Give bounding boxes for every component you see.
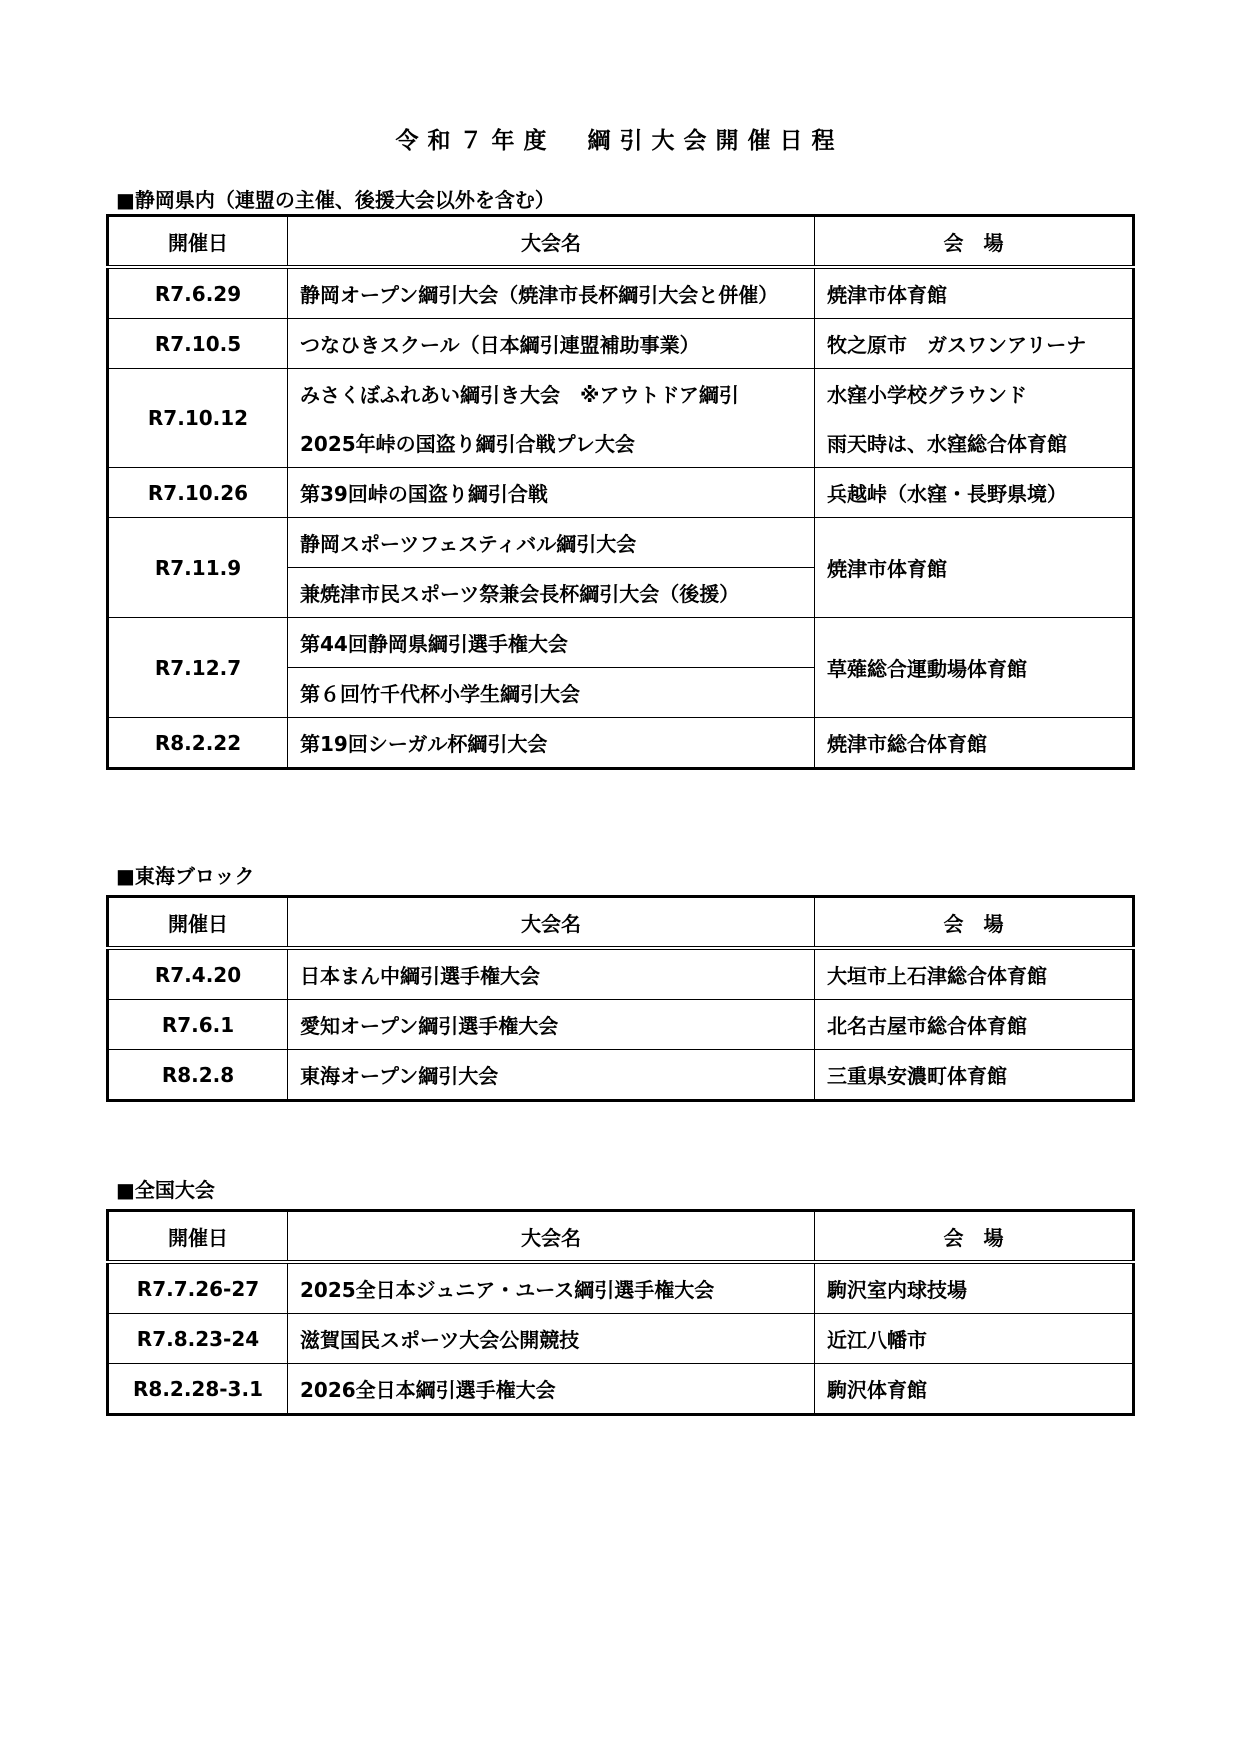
- event-name: みさくぼふれあい綱引き大会 ※アウトドア綱引: [288, 369, 815, 419]
- section-heading-national: ■全国大会: [116, 1178, 215, 1202]
- event-venue: 三重県安濃町体育館: [815, 1050, 1134, 1101]
- event-venue: 大垣市上石津総合体育館: [815, 948, 1134, 1000]
- header-date: 開催日: [108, 897, 288, 949]
- table-row: [108, 948, 1134, 1000]
- event-name: つなひきスクール（日本綱引連盟補助事業）: [288, 319, 815, 369]
- event-date: R7.4.20: [108, 948, 288, 1000]
- header-venue: 会 場: [815, 897, 1134, 949]
- event-date: R7.10.26: [108, 468, 288, 518]
- table-row: [108, 1050, 1134, 1101]
- header-venue: 会 場: [815, 216, 1134, 268]
- event-name: 2025全日本ジュニア・ユース綱引選手権大会: [288, 1262, 815, 1314]
- table-header-row: [108, 897, 1134, 949]
- event-name: 東海オープン綱引大会: [288, 1050, 815, 1101]
- event-name: 2026全日本綱引選手権大会: [288, 1364, 815, 1415]
- event-name: 静岡スポーツフェスティバル綱引大会: [288, 518, 815, 568]
- header-name: 大会名: [288, 1211, 815, 1263]
- event-name: 第39回峠の国盗り綱引合戦: [288, 468, 815, 518]
- event-venue: 水窪小学校グラウンド: [815, 369, 1134, 419]
- header-name: 大会名: [288, 216, 815, 268]
- table-row: [108, 1364, 1134, 1415]
- table-row: [108, 618, 1134, 668]
- event-name: 静岡オープン綱引大会（焼津市長杯綱引大会と併催）: [288, 267, 815, 319]
- table-row: [108, 1314, 1134, 1364]
- event-date: R7.10.12: [108, 369, 288, 468]
- event-venue: 近江八幡市: [815, 1314, 1134, 1364]
- event-name: 日本まん中綱引選手権大会: [288, 948, 815, 1000]
- table-row: [108, 1262, 1134, 1314]
- table-row: [108, 369, 1134, 419]
- event-name: 愛知オープン綱引選手権大会: [288, 1000, 815, 1050]
- schedule-table-tokai: [106, 895, 1135, 1102]
- event-venue: 焼津市総合体育館: [815, 718, 1134, 769]
- event-date: R7.12.7: [108, 618, 288, 718]
- header-name: 大会名: [288, 897, 815, 949]
- event-venue: 焼津市体育館: [815, 518, 1134, 618]
- event-venue: 焼津市体育館: [815, 267, 1134, 319]
- table-row: [108, 718, 1134, 769]
- event-date: R8.2.22: [108, 718, 288, 769]
- event-date: R8.2.28-3.1: [108, 1364, 288, 1415]
- table-header-row: [108, 1211, 1134, 1263]
- table-row: [108, 267, 1134, 319]
- table-row: [108, 468, 1134, 518]
- schedule-table-shizuoka: [106, 214, 1135, 770]
- event-name: 兼焼津市民スポーツ祭兼会長杯綱引大会（後援）: [288, 568, 815, 618]
- event-date: R7.8.23-24: [108, 1314, 288, 1364]
- table-row: [108, 1000, 1134, 1050]
- event-venue: 牧之原市 ガスワンアリーナ: [815, 319, 1134, 369]
- event-venue: 兵越峠（水窪・長野県境）: [815, 468, 1134, 518]
- header-venue: 会 場: [815, 1211, 1134, 1263]
- event-name: 2025年峠の国盗り綱引合戦プレ大会: [288, 418, 815, 468]
- event-name: 第６回竹千代杯小学生綱引大会: [288, 668, 815, 718]
- header-date: 開催日: [108, 216, 288, 268]
- event-date: R8.2.8: [108, 1050, 288, 1101]
- event-date: R7.11.9: [108, 518, 288, 618]
- schedule-table-national: [106, 1209, 1135, 1416]
- event-venue: 雨天時は、水窪総合体育館: [815, 418, 1134, 468]
- event-venue: 草薙総合運動場体育館: [815, 618, 1134, 718]
- event-name: 滋賀国民スポーツ大会公開競技: [288, 1314, 815, 1364]
- table-row: [108, 518, 1134, 568]
- event-venue: 駒沢室内球技場: [815, 1262, 1134, 1314]
- event-name: 第19回シーガル杯綱引大会: [288, 718, 815, 769]
- event-venue: 北名古屋市総合体育館: [815, 1000, 1134, 1050]
- table-row: [108, 319, 1134, 369]
- page-title: 令和７年度 綱引大会開催日程: [395, 128, 844, 154]
- event-date: R7.10.5: [108, 319, 288, 369]
- table-header-row: [108, 216, 1134, 268]
- event-date: R7.6.1: [108, 1000, 288, 1050]
- event-date: R7.7.26-27: [108, 1262, 288, 1314]
- event-name: 第44回静岡県綱引選手権大会: [288, 618, 815, 668]
- event-date: R7.6.29: [108, 267, 288, 319]
- header-date: 開催日: [108, 1211, 288, 1263]
- section-heading-shizuoka: ■静岡県内（連盟の主催、後援大会以外を含む）: [116, 188, 555, 212]
- event-venue: 駒沢体育館: [815, 1364, 1134, 1415]
- section-heading-tokai: ■東海ブロック: [116, 864, 255, 888]
